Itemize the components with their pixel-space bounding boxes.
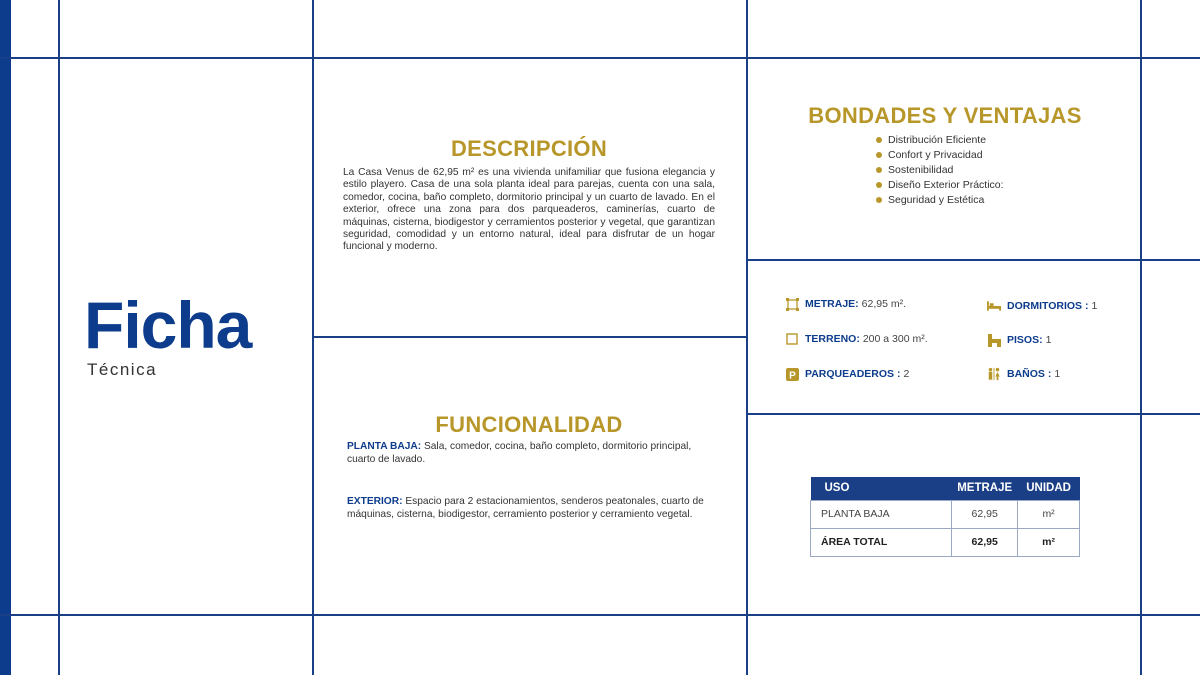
area-table bbox=[810, 477, 1080, 557]
table-cell: ÁREA TOTAL bbox=[811, 528, 952, 556]
spec-label: METRAJE: bbox=[805, 298, 859, 310]
bullet-icon bbox=[876, 197, 882, 203]
funcionalidad-item-exterior bbox=[347, 496, 707, 521]
floors-icon bbox=[987, 333, 1001, 347]
table-header: USO bbox=[811, 477, 952, 500]
funcionalidad-heading: FUNCIONALIDAD bbox=[435, 412, 623, 437]
spec-parqueaderos bbox=[785, 367, 909, 381]
table-row bbox=[811, 500, 1080, 528]
funcionalidad-label: EXTERIOR: bbox=[347, 496, 403, 507]
grid-line bbox=[312, 336, 748, 338]
svg-text:P: P bbox=[788, 370, 796, 381]
table-header: UNIDAD bbox=[1018, 477, 1080, 500]
funcionalidad-label: PLANTA BAJA: bbox=[347, 441, 422, 452]
spec-terreno bbox=[785, 332, 928, 346]
table-header-row bbox=[811, 477, 1080, 500]
restroom-icon bbox=[987, 367, 1001, 381]
spec-value: 200 a 300 m². bbox=[862, 333, 928, 345]
table-cell: 62,95 bbox=[952, 500, 1018, 528]
spec-value: 1 bbox=[1045, 334, 1052, 346]
funcionalidad-item-planta-baja bbox=[347, 441, 707, 466]
page-subtitle: Técnica bbox=[87, 360, 158, 379]
bed-icon bbox=[987, 299, 1001, 313]
left-accent-bar bbox=[0, 0, 11, 675]
page-title: Ficha bbox=[84, 288, 252, 362]
grid-line bbox=[0, 614, 1200, 616]
spec-metraje bbox=[785, 297, 906, 311]
bullet-icon bbox=[876, 137, 882, 143]
table-cell: PLANTA BAJA bbox=[811, 500, 952, 528]
area-icon bbox=[785, 297, 799, 311]
spec-label: BAÑOS : bbox=[1007, 368, 1052, 380]
spec-label: PISOS: bbox=[1007, 334, 1043, 346]
table-cell: m² bbox=[1018, 528, 1080, 556]
spec-label: DORMITORIOS : bbox=[1007, 300, 1089, 312]
list-item: Confort y Privacidad bbox=[876, 148, 1004, 163]
spec-value: 1 bbox=[1054, 368, 1061, 380]
bullet-icon bbox=[876, 167, 882, 173]
bullet-icon bbox=[876, 182, 882, 188]
spec-value: 2 bbox=[903, 368, 910, 380]
bondades-heading: BONDADES Y VENTAJAS bbox=[808, 103, 1082, 128]
spec-pisos bbox=[987, 333, 1051, 347]
list-item: Seguridad y Estética bbox=[876, 193, 1004, 208]
bullet-icon bbox=[876, 152, 882, 158]
parking-icon bbox=[785, 367, 799, 381]
bondades-list bbox=[876, 133, 1004, 208]
spec-value: 1 bbox=[1091, 300, 1098, 312]
grid-line bbox=[58, 0, 60, 675]
spec-label: PARQUEADEROS : bbox=[805, 368, 901, 380]
list-item: Diseño Exterior Práctico: bbox=[876, 178, 1004, 193]
lot-icon bbox=[785, 332, 799, 346]
list-item: Distribución Eficiente bbox=[876, 133, 1004, 148]
spec-banos bbox=[987, 367, 1060, 381]
funcionalidad-text: Sala, comedor, cocina, baño completo, dormitorio principal, cuarto de lavado. bbox=[347, 441, 692, 465]
descripcion-text: La Casa Venus de 62,95 m² es una vivienda unifamiliar que fusiona elegancia y estilo playero. Casa de una sola planta ideal para parejas, cuenta con una sala, comedor, cocina, baño completo, dormitorio principal y un cuarto de lavado. En el exterior, ofrece una zona para dos parqueaderos, caminerías, cuarto de máquinas, cisterna, biodigestor y cerramientos posterior y vegetal, que garantizan seguridad, comodidad y un entorno natural, ideal para disfrutar de un hogar funcional y moderno. bbox=[343, 167, 715, 253]
table-cell: 62,95 bbox=[952, 528, 1018, 556]
grid-line bbox=[746, 259, 1200, 261]
spec-value: 62,95 m². bbox=[861, 298, 907, 310]
spec-label: TERRENO: bbox=[805, 333, 860, 345]
table-header: METRAJE bbox=[952, 477, 1018, 500]
table-row bbox=[811, 528, 1080, 556]
descripcion-heading: DESCRIPCIÓN bbox=[450, 136, 608, 161]
grid-line bbox=[0, 57, 1200, 59]
list-item: Sostenibilidad bbox=[876, 163, 1004, 178]
grid-line bbox=[1140, 0, 1142, 675]
funcionalidad-text: Espacio para 2 estacionamientos, senderos peatonales, cuarto de máquinas, cisterna, biodigestor, cerramiento posterior y cerramiento vegetal. bbox=[347, 496, 704, 520]
spec-dormitorios bbox=[987, 299, 1097, 313]
grid-line bbox=[746, 413, 1200, 415]
table-cell: m² bbox=[1018, 500, 1080, 528]
